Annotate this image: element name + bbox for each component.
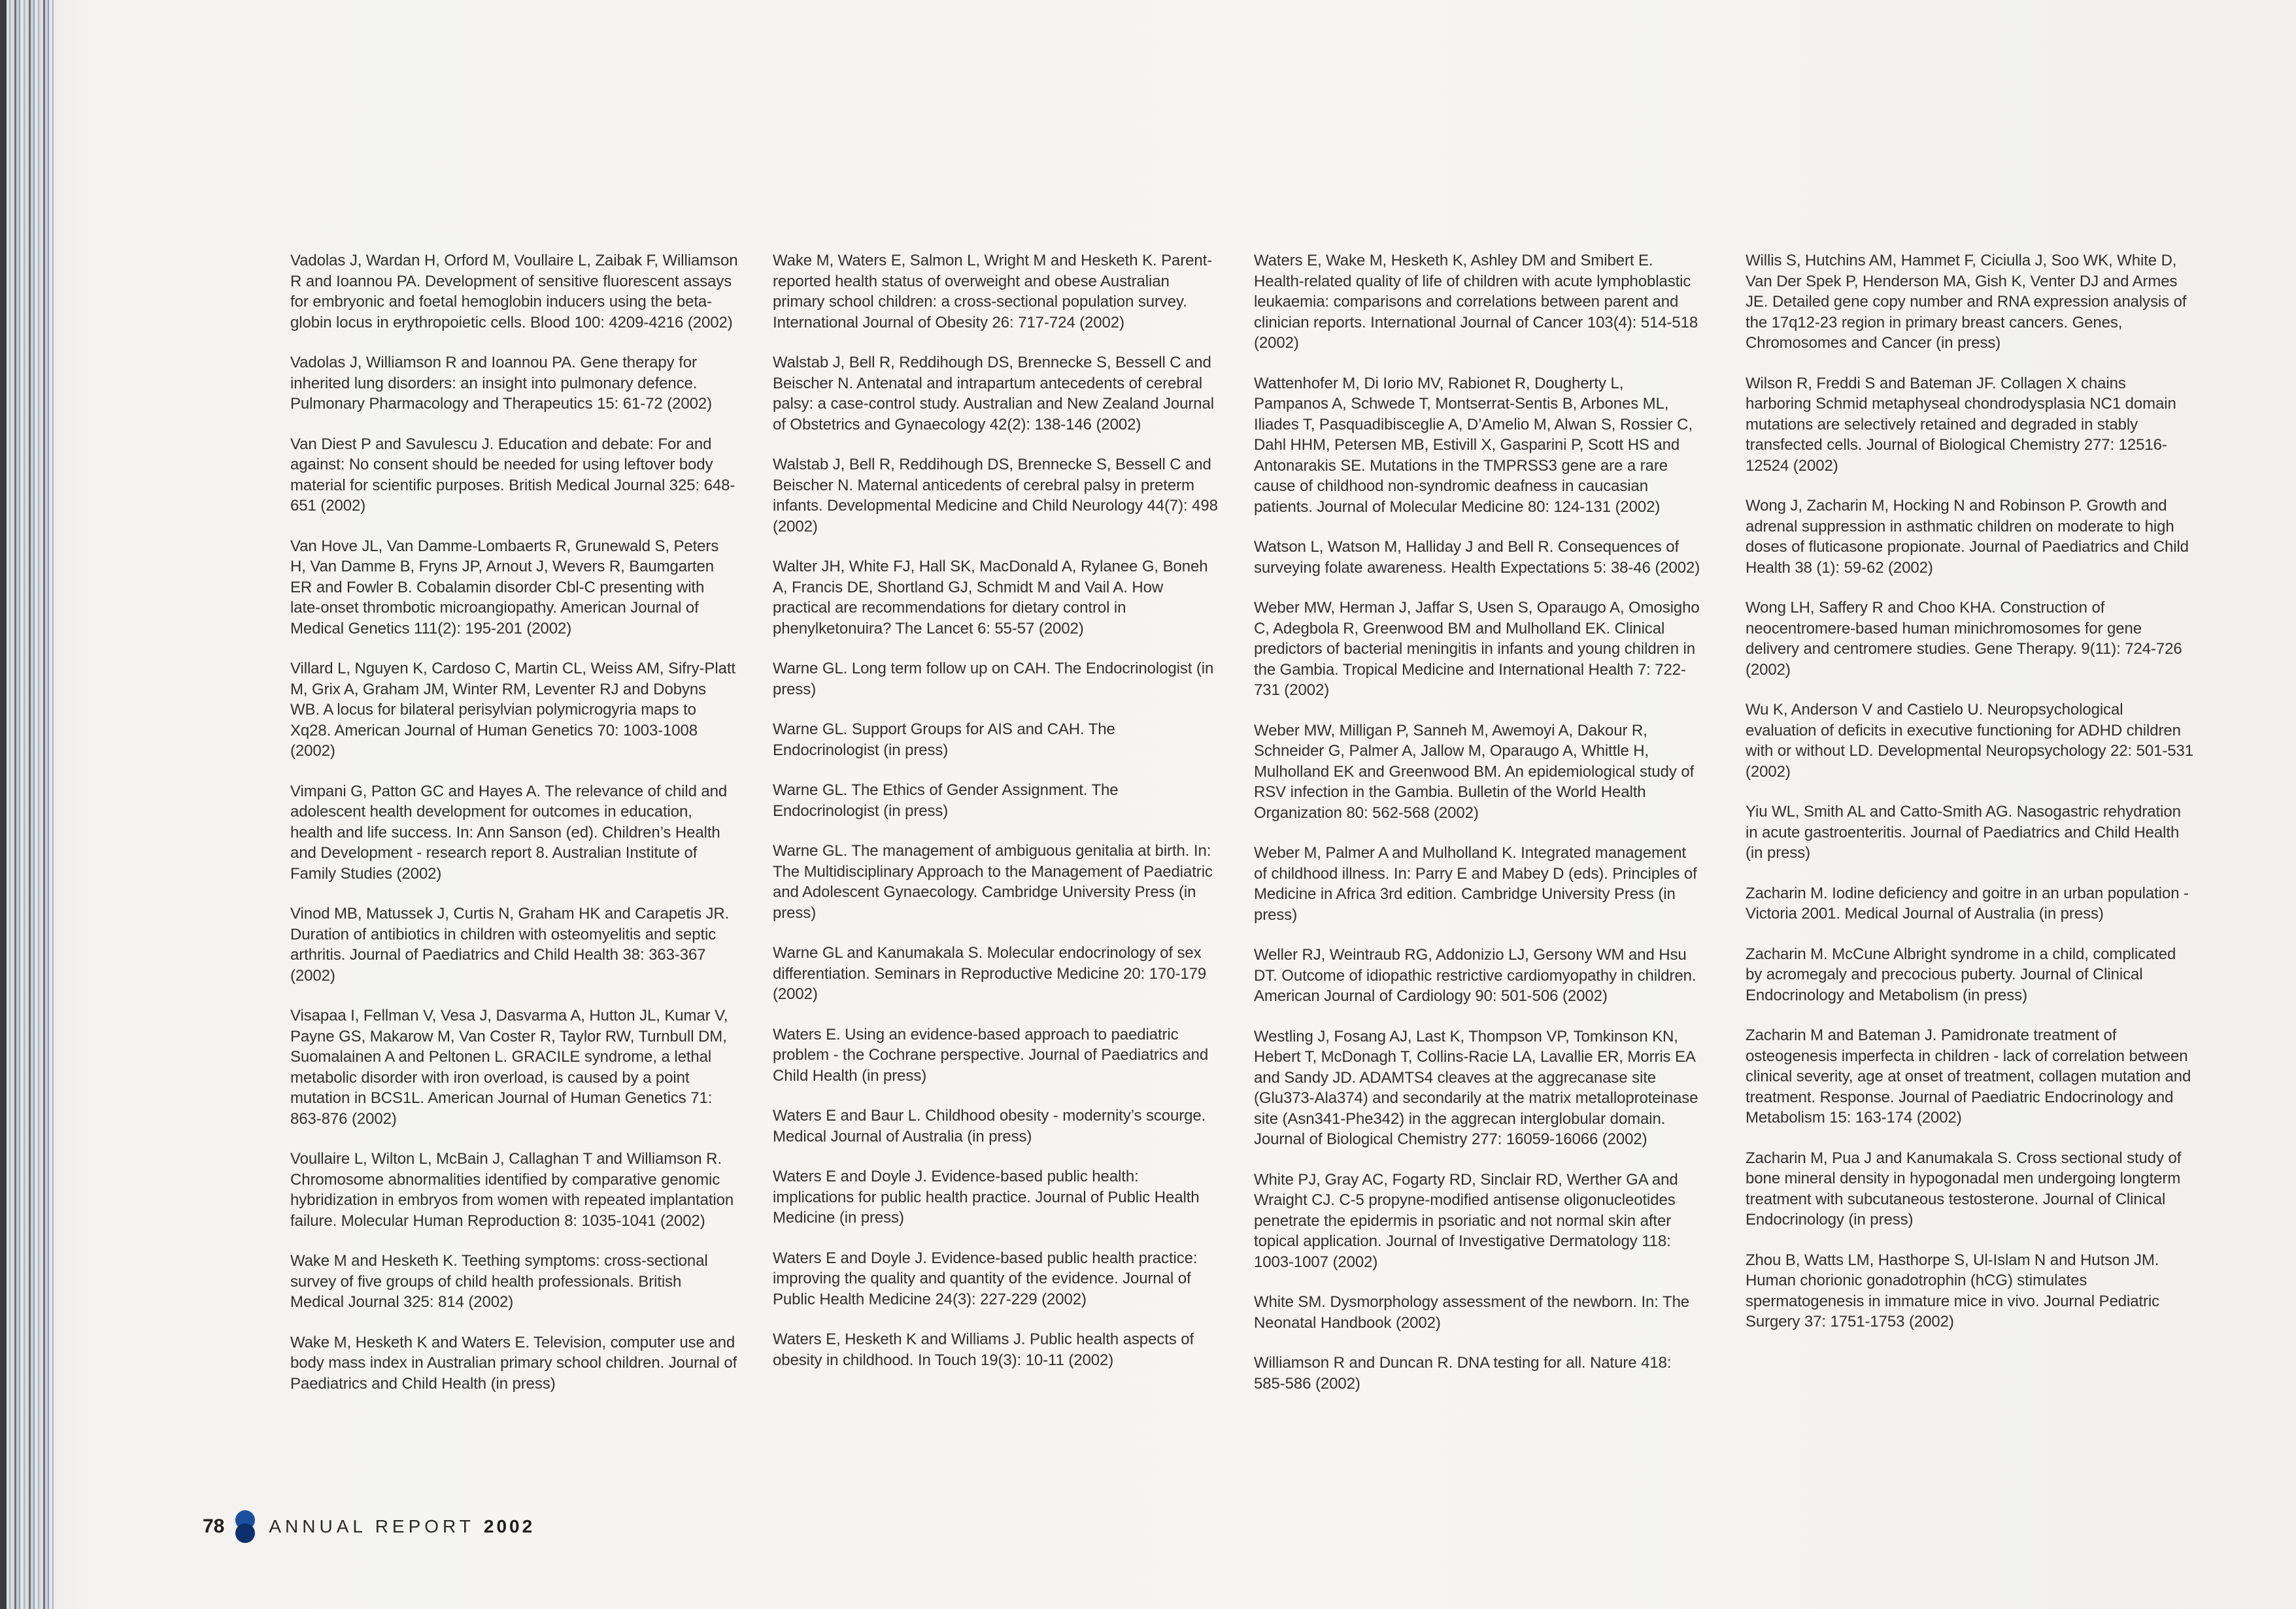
reference-entry: Waters E, Wake M, Hesketh K, Ashley DM and Smibert E. Health-related quality of life of children with acute lymphoblastic leukaemia: comparisons and correlations between parent and clinician reports. International Journal of Cancer 103(4): 514-518 (2002) (1254, 252, 1698, 352)
reference-column-1 (290, 250, 738, 1414)
reference-entry: Vinod MB, Matussek J, Curtis N, Graham HK and Carapetis JR. Duration of antibiotics in children with osteomyelitis and septic arthritis. Journal of Paediatrics and Child Health 38: 363-367 (2002) (290, 905, 730, 985)
reference-entry: Van Hove JL, Van Damme-Lombaerts R, Grunewald S, Peters H, Van Damme B, Fryns JP, Arnout J, Wevers R, Baumgarten ER and Fowler B. Cobalamin disorder Cbl-C presenting with late-onset thrombotic microangiopathy. American Journal of Medical Genetics 111(2): 195-201 (2002) (290, 537, 719, 637)
reference-entry: Wake M, Hesketh K and Waters E. Television, computer use and body mass index in Australian primary school children. Journal of Paediatrics and Child Health (in press) (290, 1333, 737, 1393)
reference-entry: Willis S, Hutchins AM, Hammet F, Ciciulla J, Soo WK, White D, Van Der Spek P, Henderson MA, Gish K, Venter DJ and Armes JE. Detailed gene copy number and RNA expression analysis of the 17q12-23 region in primary breast cancers. Genes, Chromosomes and Cancer (in press) (1746, 252, 2187, 352)
reference-entry: Zacharin M, Pua J and Kanumakala S. Cross sectional study of bone mineral density in hypogonadal men undergoing longterm treatment with subcutaneous testosterone. Journal of Clinical Endocrinology (in press) (1746, 1149, 2182, 1228)
reference-entry: Weber MW, Milligan P, Sanneh M, Awemoyi A, Dakour R, Schneider G, Palmer A, Jallow M, Oparaugo A, Whittle H, Mulholland EK and Greenwood BM. An epidemiological study of RSV infection in the Gambia. Bulletin of the World Health Organization 80: 562-568 (2002) (1254, 721, 1695, 822)
reference-entry: White SM. Dysmorphology assessment of the newborn. In: The Neonatal Handbook (2002) (1254, 1293, 1690, 1332)
reference-entry: Wilson R, Freddi S and Bateman JF. Collagen X chains harboring Schmid metaphyseal chondrodysplasia NC1 domain mutations are selectively retained and degraded in stably transfected cells. Journal of Biological Chemistry 277: 12516-12524 (2002) (1746, 374, 2176, 475)
reference-entry: Williamson R and Duncan R. DNA testing for all. Nature 418: 585-586 (2002) (1254, 1354, 1672, 1393)
reference-entry: Zacharin M. McCune Albright syndrome in a child, complicated by acromegaly and precocious puberty. Journal of Clinical Endocrinology and Metabolism (in press) (1746, 945, 2176, 1004)
reference-entry: Visapaa I, Fellman V, Vesa J, Dasvarma A, Hutton JL, Kumar V, Payne GS, Makarow M, Van Coster R, Taylor RW, Turnbull DM, Suomalainen A and Peltonen L. GRACILE syndrome, a lethal metabolic disorder with iron overload, is caused by a point mutation in BCS1L. American Journal of Human Genetics 71: 863-876 (2002) (290, 1007, 728, 1128)
binding-shadow (0, 0, 7, 1609)
reference-entry: Villard L, Nguyen K, Cardoso C, Martin CL, Weiss AM, Sifry-Platt M, Grix A, Graham JM, Winter RM, Leventer RJ and Dobyns WB. A locus for bilateral perisylvian polymicrogyria maps to Xq28. American Journal of Human Genetics 70: 1003-1008 (2002) (290, 660, 735, 760)
reference-column-3 (1254, 250, 1702, 1414)
report-label: ANNUAL REPORT (269, 1516, 475, 1536)
reference-entry: Weber M, Palmer A and Mulholland K. Integrated management of childhood illness. In: Parry E and Mabey D (eds). Principles of Medicine in Africa 3rd edition. Cambridge University Press (in press) (1254, 844, 1697, 924)
reference-entry: Wong LH, Saffery R and Choo KHA. Construction of neocentromere-based human minichromosomes for gene delivery and centromere studies. Gene Therapy. 9(11): 724-726 (2002) (1746, 599, 2182, 679)
reference-entry: Warne GL. Support Groups for AIS and CAH. The Endocrinologist (in press) (773, 720, 1115, 759)
report-year: 2002 (483, 1516, 535, 1536)
reference-entry: Zhou B, Watts LM, Hasthorpe S, Ul-Islam N and Hutson JM. Human chorionic gonadotrophin (hCG) stimulates spermatogenesis in immature mice in vivo. Journal Pediatric Surgery 37: 1751-1753 (2002) (1746, 1251, 2160, 1330)
reference-entry: Vadolas J, Wardan H, Orford M, Voullaire L, Zaibak F, Williamson R and Ioannou PA. Development of sensitive fluorescent assays for embryonic and foetal hemoglobin inducers using the beta-globin locus in erythropoietic cells. Blood 100: 4209-4216 (2002) (290, 252, 738, 331)
reference-entry: Weller RJ, Weintraub RG, Addonizio LJ, Gersony WM and Hsu DT. Outcome of idiopathic restrictive cardiomyopathy in children. American Journal of Cardiology 90: 501-506 (2002) (1254, 946, 1697, 1005)
reference-entry: Waters E and Doyle J. Evidence-based public health practice: improving the quality and quantity of the evidence. Journal of Public Health Medicine 24(3): 227-229 (2002) (773, 1249, 1198, 1308)
reference-entry: Yiu WL, Smith AL and Catto-Smith AG. Nasogastric rehydration in acute gastroenteritis. Journal of Paediatrics and Child Health (in press) (1746, 803, 2181, 862)
reference-entry: Voullaire L, Wilton L, McBain J, Callaghan T and Williamson R. Chromosome abnormalities identified by comparative genomic hybridization in embryos from women with repeated implantation failure. Molecular Human Reproduction 8: 1035-1041 (2002) (290, 1150, 734, 1230)
reference-entry: Westling J, Fosang AJ, Last K, Thompson VP, Tomkinson KN, Hebert T, McDonagh T, Collins-Racie LA, Lavallie ER, Morris EA and Sandy JD. ADAMTS4 cleaves at the aggrecanase site (Glu373-Ala374) and secondarily at the matrix metalloproteinase site (Asn341-Phe342) in the aggrecan interglobular domain. Journal of Biological Chemistry 277: 16059-16066 (2002) (1254, 1027, 1698, 1148)
reference-entry: Vimpani G, Patton GC and Hayes A. The relevance of child and adolescent health development for outcomes in education, health and life success. In: Ann Sanson (ed). Children’s Health and Development - research report 8. Australian Institute of Family Studies (2002) (290, 782, 728, 883)
reference-entry: Walter JH, White FJ, Hall SK, MacDonald A, Rylanee G, Boneh A, Francis DE, Shortland GJ, Schmidt M and Vail A. How practical are recommendations for dietary control in phenylketonuira? The Lancet 6: 55-57 (2002) (773, 558, 1208, 637)
reference-entry: Wu K, Anderson V and Castielo U. Neuropsychological evaluation of deficits in executive functioning for ADHD children with or without LD. Developmental Neuropsychology 22: 501-531 (2002) (1746, 701, 2193, 781)
reference-entry: White PJ, Gray AC, Fogarty RD, Sinclair RD, Werther GA and Wraight CJ. C-5 propyne-modified antisense oligonucleotides penetrate the epidermis in psoriatic and not normal skin after topical application. Journal of Investigative Dermatology 118: 1003-1007 (2002) (1254, 1170, 1678, 1271)
reference-entry: Waters E, Hesketh K and Williams J. Public health aspects of obesity in childhood. In Touch 19(3): 10-11 (2002) (773, 1330, 1194, 1369)
page-number: 78 (203, 1516, 225, 1537)
reference-entry: Zacharin M and Bateman J. Pamidronate treatment of osteogenesis imperfecta in children - lack of correlation between clinical severity, age at onset of treatment, collagen mutation and treatment. Response. Journal of Paediatric Endocrinology and Metabolism 15: 163-174 (2002) (1746, 1026, 2191, 1126)
reference-entry: Warne GL and Kanumakala S. Molecular endocrinology of sex differentiation. Seminars in Reproductive Medicine 20: 170-179 (2002) (773, 944, 1207, 1003)
report-logo-icon (231, 1508, 260, 1545)
reference-entry: Walstab J, Bell R, Reddihough DS, Brennecke S, Bessell C and Beischer N. Maternal anticedents of cerebral palsy in preterm infants. Developmental Medicine and Child Neurology 44(7): 498 (2002) (773, 456, 1218, 535)
reference-entry: Waters E and Baur L. Childhood obesity - modernity’s scourge. Medical Journal of Australia (in press) (773, 1107, 1206, 1145)
reference-entry: Warne GL. The management of ambiguous genitalia at birth. In: The Multidisciplinary Approach to the Management of Paediatric and Adolescent Gynaecology. Cambridge University Press (in press) (773, 842, 1213, 922)
reference-entry: Walstab J, Bell R, Reddihough DS, Brennecke S, Bessell C and Beischer N. Antenatal and intrapartum antecedents of cerebral palsy: a case-control study. Australian and New Zealand Journal of Obstetrics and Gynaecology 42(2): 138-146 (2002) (773, 354, 1214, 433)
reference-entry: Van Diest P and Savulescu J. Education and debate: For and against: No consent should be needed for using leftover body material for scientific purposes. British Medical Journal 325: 648-651 (2002) (290, 435, 735, 515)
reference-entry: Warne GL. The Ethics of Gender Assignment. The Endocrinologist (in press) (773, 781, 1119, 820)
reference-entry: Wake M, Waters E, Salmon L, Wright M and Hesketh K. Parent-reported health status of overweight and obese Australian primary school children: a cross-sectional population survey. International Journal of Obesity 26: 717-724 (2002) (773, 252, 1213, 331)
reference-entry: Waters E and Doyle J. Evidence-based public health: implications for public health practice. Journal of Public Health Medicine (in press) (773, 1168, 1200, 1227)
binding-edge (0, 0, 54, 1609)
reference-entry: Zacharin M. Iodine deficiency and goitre in an urban population - Victoria 2001. Medical Journal of Australia (in press) (1746, 884, 2189, 923)
reference-column-2 (773, 250, 1221, 1390)
page-footer (203, 1510, 535, 1543)
reference-entry: Watson L, Watson M, Halliday J and Bell R. Consequences of surveying folate awareness. Health Expectations 5: 38-46 (2002) (1254, 538, 1700, 577)
reference-entry: Wattenhofer M, Di Iorio MV, Rabionet R, Dougherty L, Pampanos A, Schwede T, Montserrat-Sentis B, Arbones ML, Iliades T, Pasquadibisceglie A, D’Amelio M, Alwan S, Rossier C, Dahl HHM, Petersen MB, Estivill X, Gasparini P, Scott HS and Antonarakis SE. Mutations in the TMPRSS3 gene are a rare cause of childhood non-syndromic deafness in caucasian patients. Journal of Molecular Medicine 80: 124-131 (2002) (1254, 374, 1693, 516)
reference-entry: Wake M and Hesketh K. Teething symptoms: cross-sectional survey of five groups of child health professionals. British Medical Journal 325: 814 (2002) (290, 1252, 708, 1311)
reference-entry: Wong J, Zacharin M, Hocking N and Robinson P. Growth and adrenal suppression in asthmatic children on moderate to high doses of fluticasone propionate. Journal of Paediatrics and Child Health 38 (1): 59-62 (2002) (1746, 497, 2189, 577)
reference-entry: Warne GL. Long term follow up on CAH. The Endocrinologist (in press) (773, 660, 1214, 698)
reference-entry: Vadolas J, Williamson R and Ioannou PA. Gene therapy for inherited lung disorders: an insight into pulmonary defence. Pulmonary Pharmacology and Therapeutics 15: 61-72 (2002) (290, 354, 713, 413)
reference-column-4 (1746, 250, 2193, 1352)
reference-entry: Weber MW, Herman J, Jaffar S, Usen S, Oparaugo A, Omosigho C, Adegbola R, Greenwood BM and Mulholland EK. Clinical predictors of bacterial meningitis in infants and young children in the Gambia. Tropical Medicine and International Health 7: 722-731 (2002) (1254, 599, 1700, 699)
reference-entry: Waters E. Using an evidence-based approach to paediatric problem - the Cochrane perspective. Journal of Paediatrics and Child Health (in press) (773, 1025, 1209, 1085)
